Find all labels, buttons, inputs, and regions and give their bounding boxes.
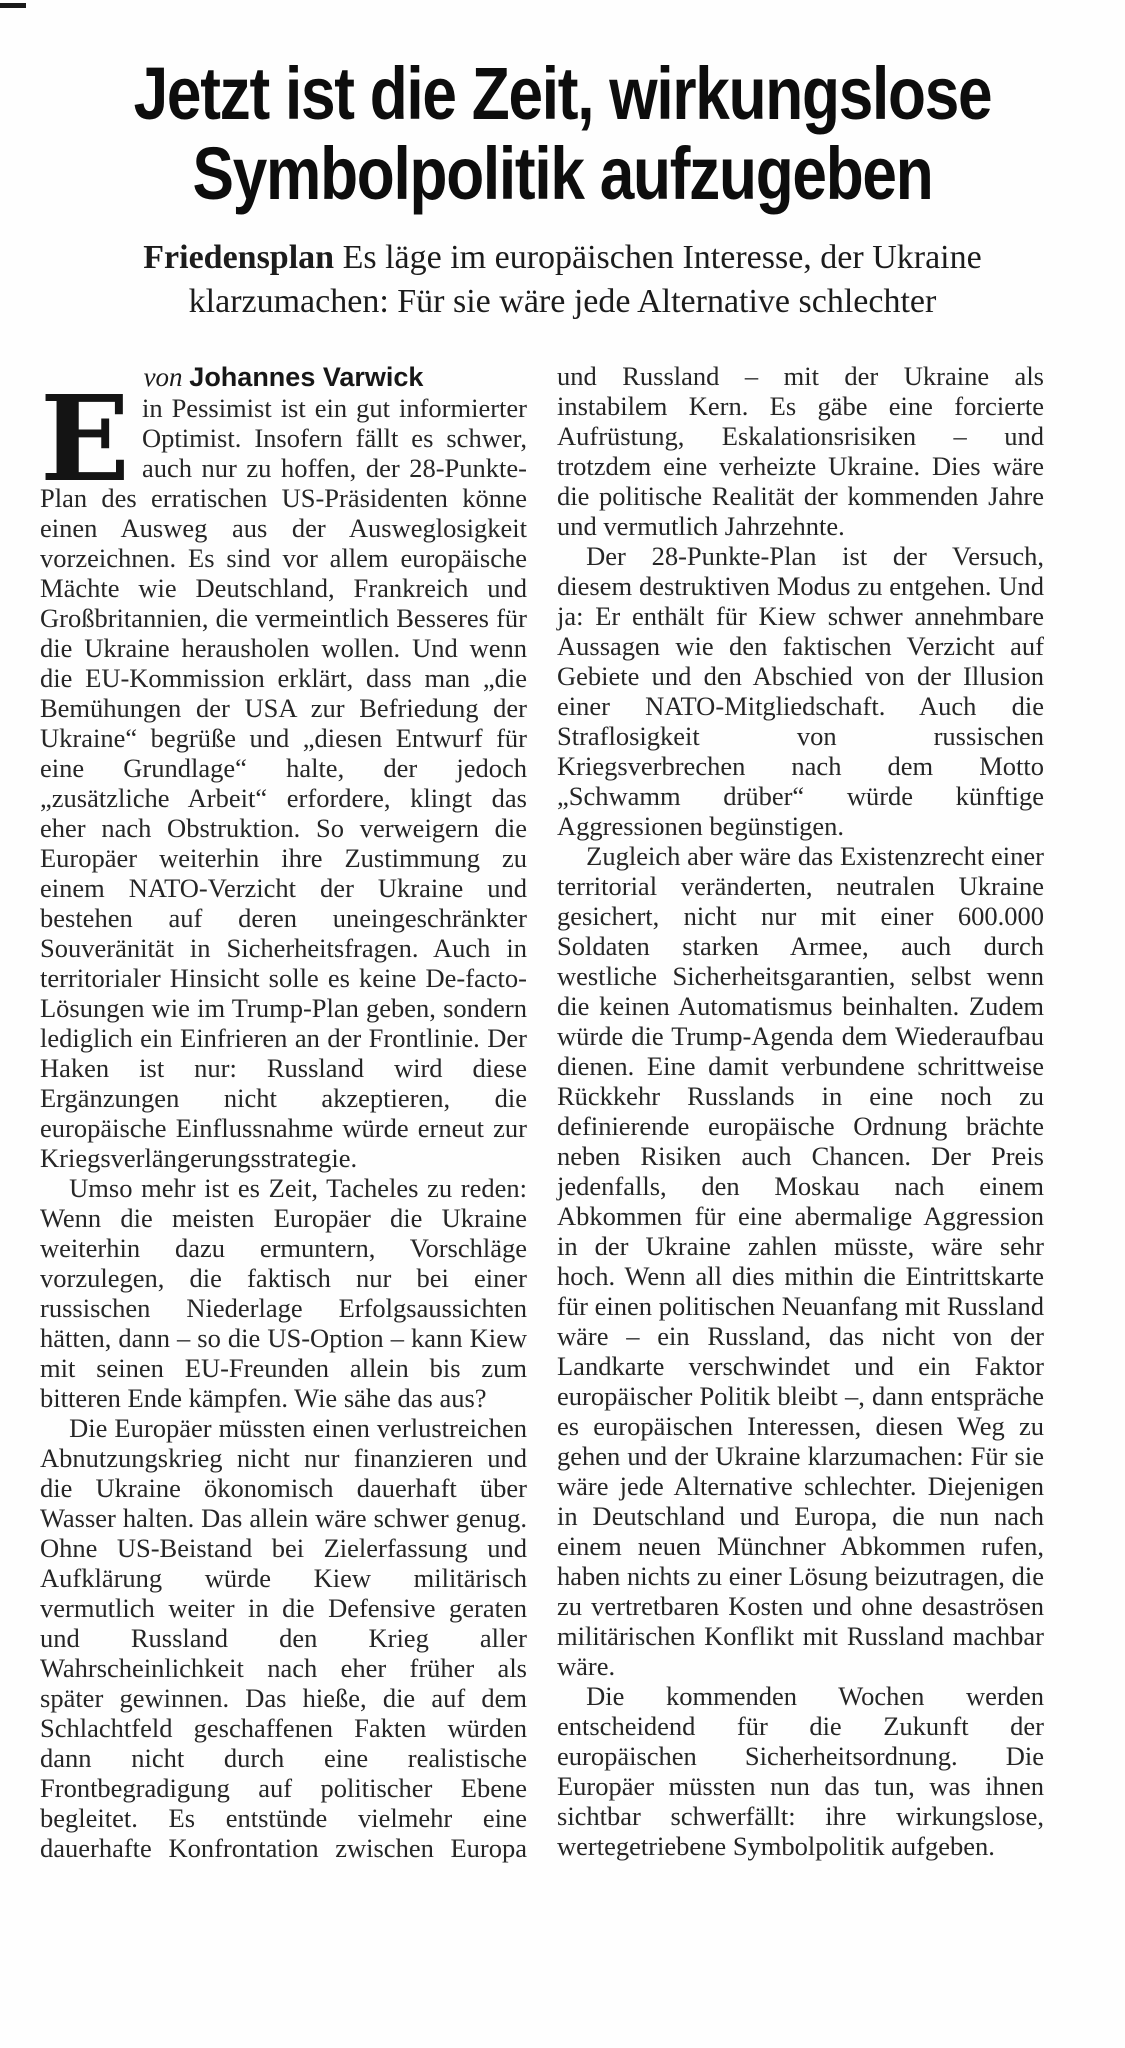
crop-mark (0, 3, 26, 8)
byline-author: Johannes Varwick (189, 362, 424, 392)
subhead-kicker: Friedensplan (143, 239, 335, 276)
article-paragraph: Der 28-Punkte-Plan ist der Versuch, diesem destruktiven Modus zu entgehen. Und ja: Er enthält für Kiew schwer annehmbare Aussagen wie den faktischen Verzicht auf Gebiete und den Abschied von der Illusion einer NATO-Mitgliedschaft. Auch die Straflosigkeit von russischen Kriegsverbrechen nach dem Motto „Schwamm drüber“ würde künftige Aggressionen begünstigen. (557, 541, 1044, 841)
article-body (40, 361, 1044, 1863)
page-title (40, 54, 1085, 214)
article-page (0, 54, 1125, 1863)
headline-line-2: Symbolpolitik aufzugeben (192, 132, 933, 215)
paragraph-text: in Pessimist ist ein gut informierter Optimist. Insofern fällt es schwer, auch nur zu hoffen, der 28-Punkte-Plan des erratischen US-Präsidenten könne einen Ausweg aus der Ausweglosigkeit vorzeichnen. Es sind vor allem europäische Mächte wie Deutschland, Frankreich und Großbritannien, die vermeintlich Besseres für die Ukraine herausholen wollen. Und wenn die EU-Kommission erklärt, dass man „die Bemühungen der USA zur Befriedung der Ukraine“ begrüße und „diesen Entwurf für eine Grundlage“ halte, der jedoch „zusätzliche Arbeit“ erfordere, klingt das eher nach Obstruktion. So verweigern die Europäer weiterhin ihre Zustimmung zu einem NATO-Verzicht der Ukraine und bestehen auf deren uneingeschränkter Souveränität in Sicherheitsfragen. Auch in territorialer Hinsicht solle es keine De-facto-Lösungen wie im Trump-Plan geben, sondern lediglich ein Einfrieren an der Frontlinie. Der Haken ist nur: Russland wird diese Ergänzungen nicht akzeptieren, die europäische Einflussnahme würde erneut zur Kriegsverlängerungsstrategie. (40, 393, 527, 1173)
article-paragraph: Die Europäer müssten einen verlustreichen Abnutzungskrieg nicht nur finanzieren und die Ukraine ökonomisch dauerhaft über Wasser halten. Das allein wäre schwer genug. Ohne US-Beistand bei Zielerfassung und Aufklärung würde Kiew militärisch vermutlich weiter in die Defensive geraten und Russland den Krieg aller Wahrscheinlichkeit nach eher früher als später gewinnen. Das hieße, die auf dem Schlachtfeld geschaffenen Fakten würden dann nicht durch eine realistische Frontbegradigung auf politischer Ebene begleitet. Es entstünde vielmehr eine dauerhafte Konfrontation zwischen Europa und Russland – mit der Ukraine als instabilem Kern. Es gäbe eine forcierte Aufrüstung, Eskalationsrisiken – und trotzdem eine verheizte Ukraine. Dies wäre die politische Realität der kommenden Jahre und vermutlich Jahrzehnte. (40, 361, 1044, 1863)
dropcap: E (40, 369, 130, 508)
article-paragraph: Umso mehr ist es Zeit, Tacheles zu reden: Wenn die meisten Europäer die Ukraine weiterhin dazu ermuntern, Vorschläge vorzulegen, die faktisch nur bei einer russischen Niederlage Erfolgsaussichten hätten, dann – so die US-Option – kann Kiew mit seinen EU-Freunden allein bis zum bitteren Ende kämpfen. Wie sähe das aus? (40, 1173, 527, 1413)
headline-line-1: Jetzt ist die Zeit, wirkungslose (133, 52, 992, 135)
subhead-text: Es läge im europäischen Interesse, der Ukraine klarzumachen: Für sie wäre jede Alternative schlechter (188, 239, 982, 320)
byline-prefix: von (143, 362, 183, 392)
article-paragraph: Die kommenden Wochen werden entscheidend für die Zukunft der europäischen Sicherheitsordnung. Die Europäer müssten nun das tun, was ihnen sichtbar schwerfällt: ihre wirkungslose, wertegetriebene Symbolpolitik aufgeben. (557, 1681, 1044, 1861)
article-paragraph: Zugleich aber wäre das Existenzrecht einer territorial veränderten, neutralen Ukraine gesichert, nicht nur mit einer 600.000 Soldaten starken Armee, auch durch westliche Sicherheitsgarantien, selbst wenn die keinen Automatismus beinhalten. Zudem würde die Trump-Agenda dem Wiederaufbau dienen. Eine damit verbundene schrittweise Rückkehr Russlands in eine noch zu definierende europäische Ordnung brächte neben Risiken auch Chancen. Der Preis jedenfalls, den Moskau nach einem Abkommen für eine abermalige Aggression in der Ukraine zahlen müsste, wäre sehr hoch. Wenn all dies mithin die Eintrittskarte für einen politischen Neuanfang mit Russland wäre – ein Russland, das nicht von der Landkarte verschwindet und ein Faktor europäischer Politik bleibt –, dann entspräche es europäischen Interessen, diesen Weg zu gehen und der Ukraine klarzumachen: Für sie wäre jede Alternative schlechter. Diejenigen in Deutschland und Europa, die nun nach einem neuen Münchner Abkommen rufen, haben nichts zu einer Lösung beizutragen, die zu vertretbaren Kosten und ohne desaströsen militärischen Konflikt mit Russland machbar wäre. (557, 841, 1044, 1681)
subhead (83, 236, 1043, 324)
